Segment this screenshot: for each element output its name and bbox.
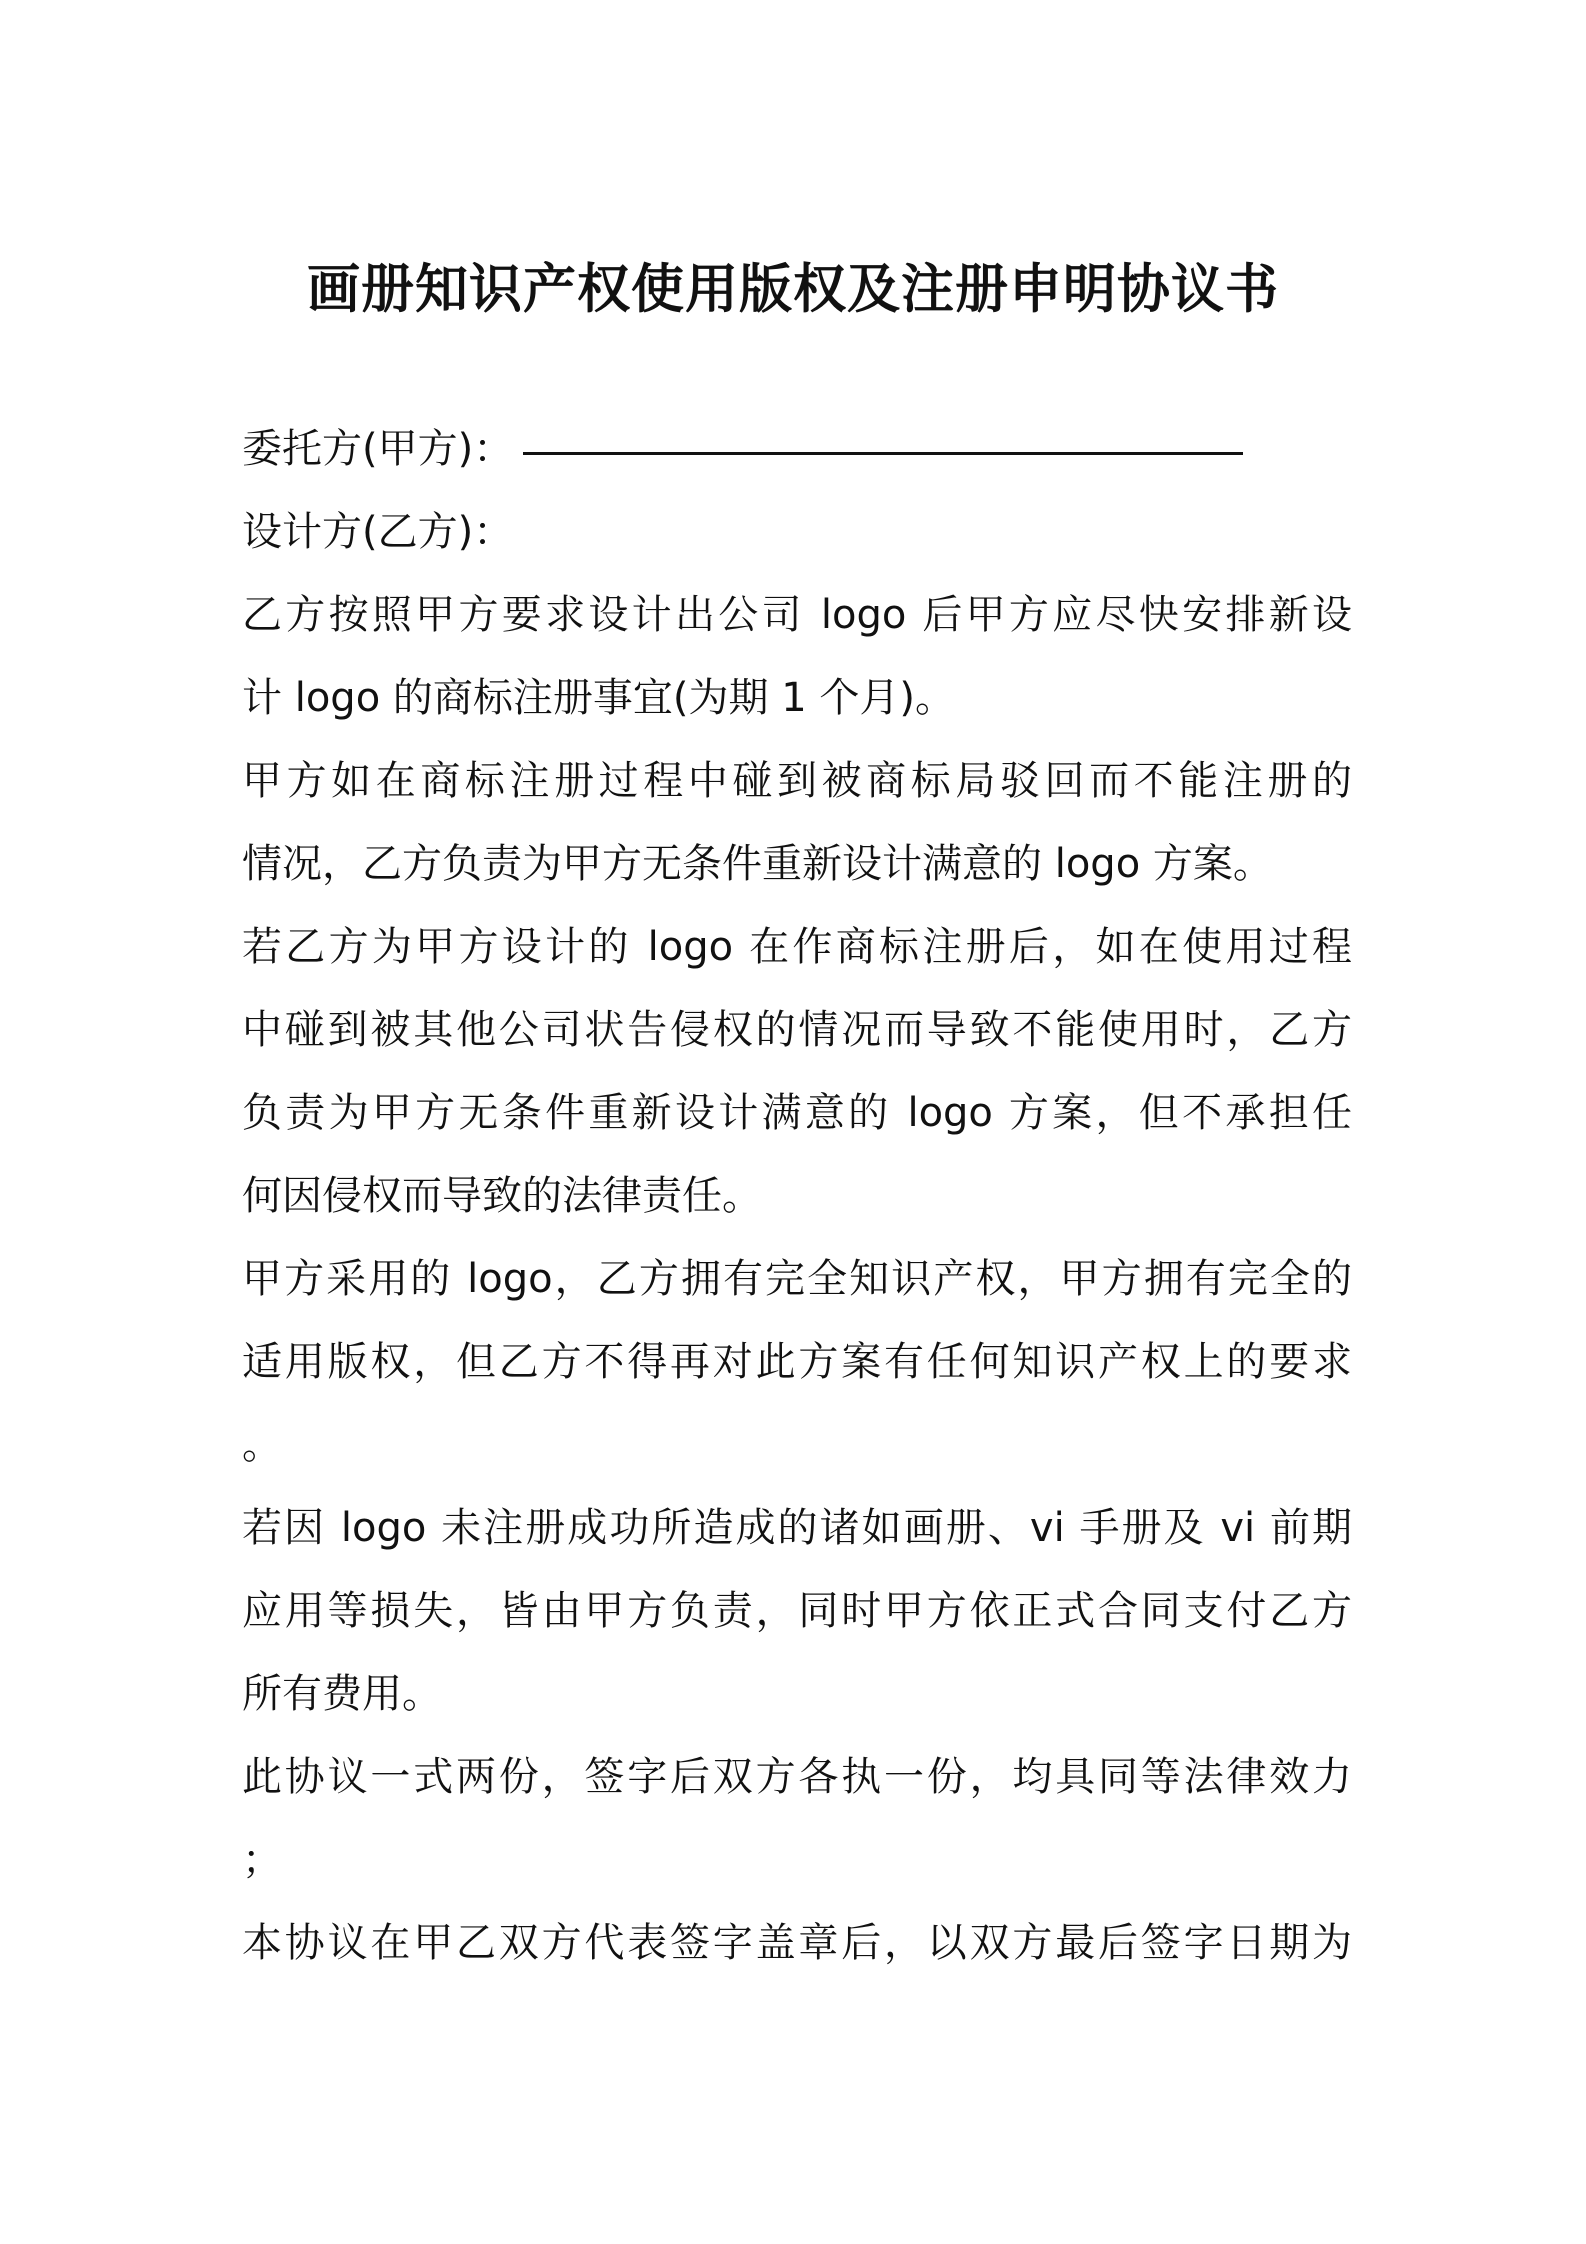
paragraph-line: 。 xyxy=(242,1422,282,1468)
party-a-blank-field[interactable] xyxy=(523,408,1243,455)
party-a-label: 委托方(甲方)： xyxy=(242,426,514,472)
paragraph-line: 本协议在甲乙双方代表签字盖章后，以双方最后签字日期为 xyxy=(242,1920,1352,1966)
party-a-line xyxy=(242,408,1352,491)
paragraph-line: ； xyxy=(242,1837,282,1883)
document-body xyxy=(242,408,1352,1985)
paragraph-line: 若乙方为甲方设计的 logo 在作商标注册后，如在使用过程 xyxy=(242,924,1352,970)
party-b-label: 设计方(乙方)： xyxy=(242,509,514,555)
party-b-line xyxy=(242,491,1352,574)
paragraph-line: 计 logo 的商标注册事宜(为期 1 个月)。 xyxy=(242,675,955,721)
paragraph-line: 乙方按照甲方要求设计出公司 logo 后甲方应尽快安排新设 xyxy=(242,592,1352,638)
paragraph-line: 负责为甲方无条件重新设计满意的 logo 方案，但不承担任 xyxy=(242,1090,1352,1136)
paragraph-line: 所有费用。 xyxy=(242,1671,442,1717)
paragraph-line: 应用等损失，皆由甲方负责，同时甲方依正式合同支付乙方 xyxy=(242,1588,1352,1634)
paragraph-line: 情况，乙方负责为甲方无条件重新设计满意的 logo 方案。 xyxy=(242,841,1273,887)
paragraph-line: 甲方如在商标注册过程中碰到被商标局驳回而不能注册的 xyxy=(242,758,1352,804)
paragraph-line: 若因 logo 未注册成功所造成的诸如画册、vi 手册及 vi 前期 xyxy=(242,1505,1352,1551)
paragraph-line: 此协议一式两份，签字后双方各执一份，均具同等法律效力 xyxy=(242,1754,1352,1800)
paragraph-line: 甲方采用的 logo，乙方拥有完全知识产权，甲方拥有完全的 xyxy=(242,1256,1352,1302)
paragraph-line: 何因侵权而导致的法律责任。 xyxy=(242,1173,762,1219)
paragraph-line: 适用版权，但乙方不得再对此方案有任何知识产权上的要求 xyxy=(242,1339,1352,1385)
paragraph-line: 中碰到被其他公司状告侵权的情况而导致不能使用时，乙方 xyxy=(242,1007,1352,1053)
document-title: 画册知识产权使用版权及注册申明协议书 xyxy=(307,259,1279,320)
